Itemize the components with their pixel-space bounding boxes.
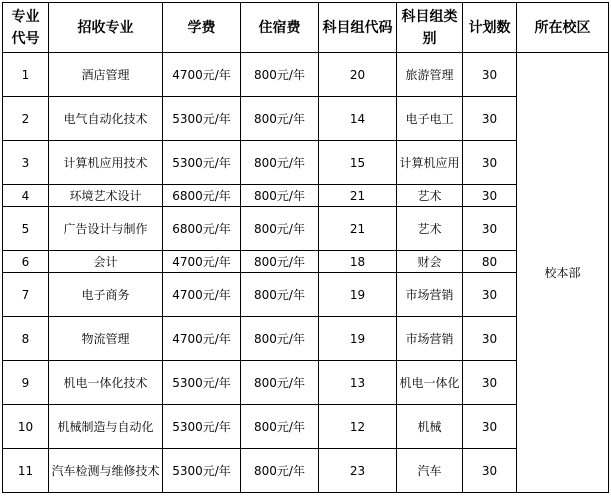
cell-dorm: 800元/年 — [241, 251, 319, 273]
cell-group-type: 计算机应用 — [397, 141, 463, 185]
table-row — [3, 53, 609, 97]
cell-plan: 30 — [463, 97, 517, 141]
cell-dorm: 800元/年 — [241, 317, 319, 361]
enrollment-table — [2, 2, 609, 493]
cell-group-type: 机械 — [397, 405, 463, 449]
cell-major: 电气自动化技术 — [49, 97, 163, 141]
cell-code: 2 — [3, 97, 49, 141]
cell-plan: 30 — [463, 361, 517, 405]
cell-major: 广告设计与制作 — [49, 207, 163, 251]
cell-group-code: 15 — [319, 141, 397, 185]
cell-tuition: 4700元/年 — [163, 251, 241, 273]
header-plan: 计划数 — [463, 3, 517, 53]
cell-tuition: 5300元/年 — [163, 361, 241, 405]
cell-tuition: 5300元/年 — [163, 141, 241, 185]
cell-code: 7 — [3, 273, 49, 317]
cell-dorm: 800元/年 — [241, 273, 319, 317]
cell-code: 6 — [3, 251, 49, 273]
cell-tuition: 4700元/年 — [163, 317, 241, 361]
header-campus: 所在校区 — [517, 3, 609, 53]
cell-group-code: 18 — [319, 251, 397, 273]
cell-plan: 30 — [463, 317, 517, 361]
cell-dorm: 800元/年 — [241, 207, 319, 251]
cell-major: 酒店管理 — [49, 53, 163, 97]
cell-group-code: 14 — [319, 97, 397, 141]
cell-plan: 80 — [463, 251, 517, 273]
cell-major: 机电一体化技术 — [49, 361, 163, 405]
cell-major: 汽车检测与维修技术 — [49, 449, 163, 493]
cell-group-type: 机电一体化 — [397, 361, 463, 405]
cell-group-type: 市场营销 — [397, 273, 463, 317]
header-tuition: 学费 — [163, 3, 241, 53]
cell-group-code: 19 — [319, 273, 397, 317]
header-dorm: 住宿费 — [241, 3, 319, 53]
cell-code: 3 — [3, 141, 49, 185]
cell-major: 机械制造与自动化 — [49, 405, 163, 449]
cell-group-type: 电子电工 — [397, 97, 463, 141]
header-major: 招收专业 — [49, 3, 163, 53]
cell-code: 10 — [3, 405, 49, 449]
cell-plan: 30 — [463, 53, 517, 97]
cell-dorm: 800元/年 — [241, 141, 319, 185]
cell-tuition: 4700元/年 — [163, 53, 241, 97]
header-row — [3, 3, 609, 53]
cell-dorm: 800元/年 — [241, 97, 319, 141]
cell-group-code: 13 — [319, 361, 397, 405]
cell-tuition: 4700元/年 — [163, 273, 241, 317]
cell-major: 电子商务 — [49, 273, 163, 317]
cell-plan: 30 — [463, 141, 517, 185]
cell-group-type: 艺术 — [397, 207, 463, 251]
header-group-type: 科目组类别 — [397, 3, 463, 53]
cell-major: 环境艺术设计 — [49, 185, 163, 207]
cell-group-code: 23 — [319, 449, 397, 493]
cell-group-type: 汽车 — [397, 449, 463, 493]
cell-plan: 30 — [463, 405, 517, 449]
cell-group-code: 20 — [319, 53, 397, 97]
cell-group-code: 21 — [319, 207, 397, 251]
cell-code: 11 — [3, 449, 49, 493]
cell-plan: 30 — [463, 273, 517, 317]
cell-code: 4 — [3, 185, 49, 207]
cell-code: 8 — [3, 317, 49, 361]
cell-group-type: 旅游管理 — [397, 53, 463, 97]
cell-plan: 30 — [463, 449, 517, 493]
cell-code: 5 — [3, 207, 49, 251]
header-group-code: 科目组代码 — [319, 3, 397, 53]
cell-group-type: 财会 — [397, 251, 463, 273]
cell-major: 计算机应用技术 — [49, 141, 163, 185]
cell-dorm: 800元/年 — [241, 449, 319, 493]
cell-code: 9 — [3, 361, 49, 405]
cell-plan: 30 — [463, 185, 517, 207]
cell-code: 1 — [3, 53, 49, 97]
cell-tuition: 5300元/年 — [163, 97, 241, 141]
cell-major: 会计 — [49, 251, 163, 273]
cell-tuition: 6800元/年 — [163, 207, 241, 251]
cell-plan: 30 — [463, 207, 517, 251]
cell-dorm: 800元/年 — [241, 53, 319, 97]
cell-major: 物流管理 — [49, 317, 163, 361]
cell-group-code: 12 — [319, 405, 397, 449]
cell-dorm: 800元/年 — [241, 361, 319, 405]
cell-dorm: 800元/年 — [241, 405, 319, 449]
header-code: 专业代号 — [3, 3, 49, 53]
cell-tuition: 5300元/年 — [163, 405, 241, 449]
cell-campus: 校本部 — [517, 53, 609, 493]
cell-dorm: 800元/年 — [241, 185, 319, 207]
cell-tuition: 6800元/年 — [163, 185, 241, 207]
cell-group-type: 艺术 — [397, 185, 463, 207]
cell-tuition: 5300元/年 — [163, 449, 241, 493]
cell-group-code: 19 — [319, 317, 397, 361]
cell-group-code: 21 — [319, 185, 397, 207]
cell-group-type: 市场营销 — [397, 317, 463, 361]
